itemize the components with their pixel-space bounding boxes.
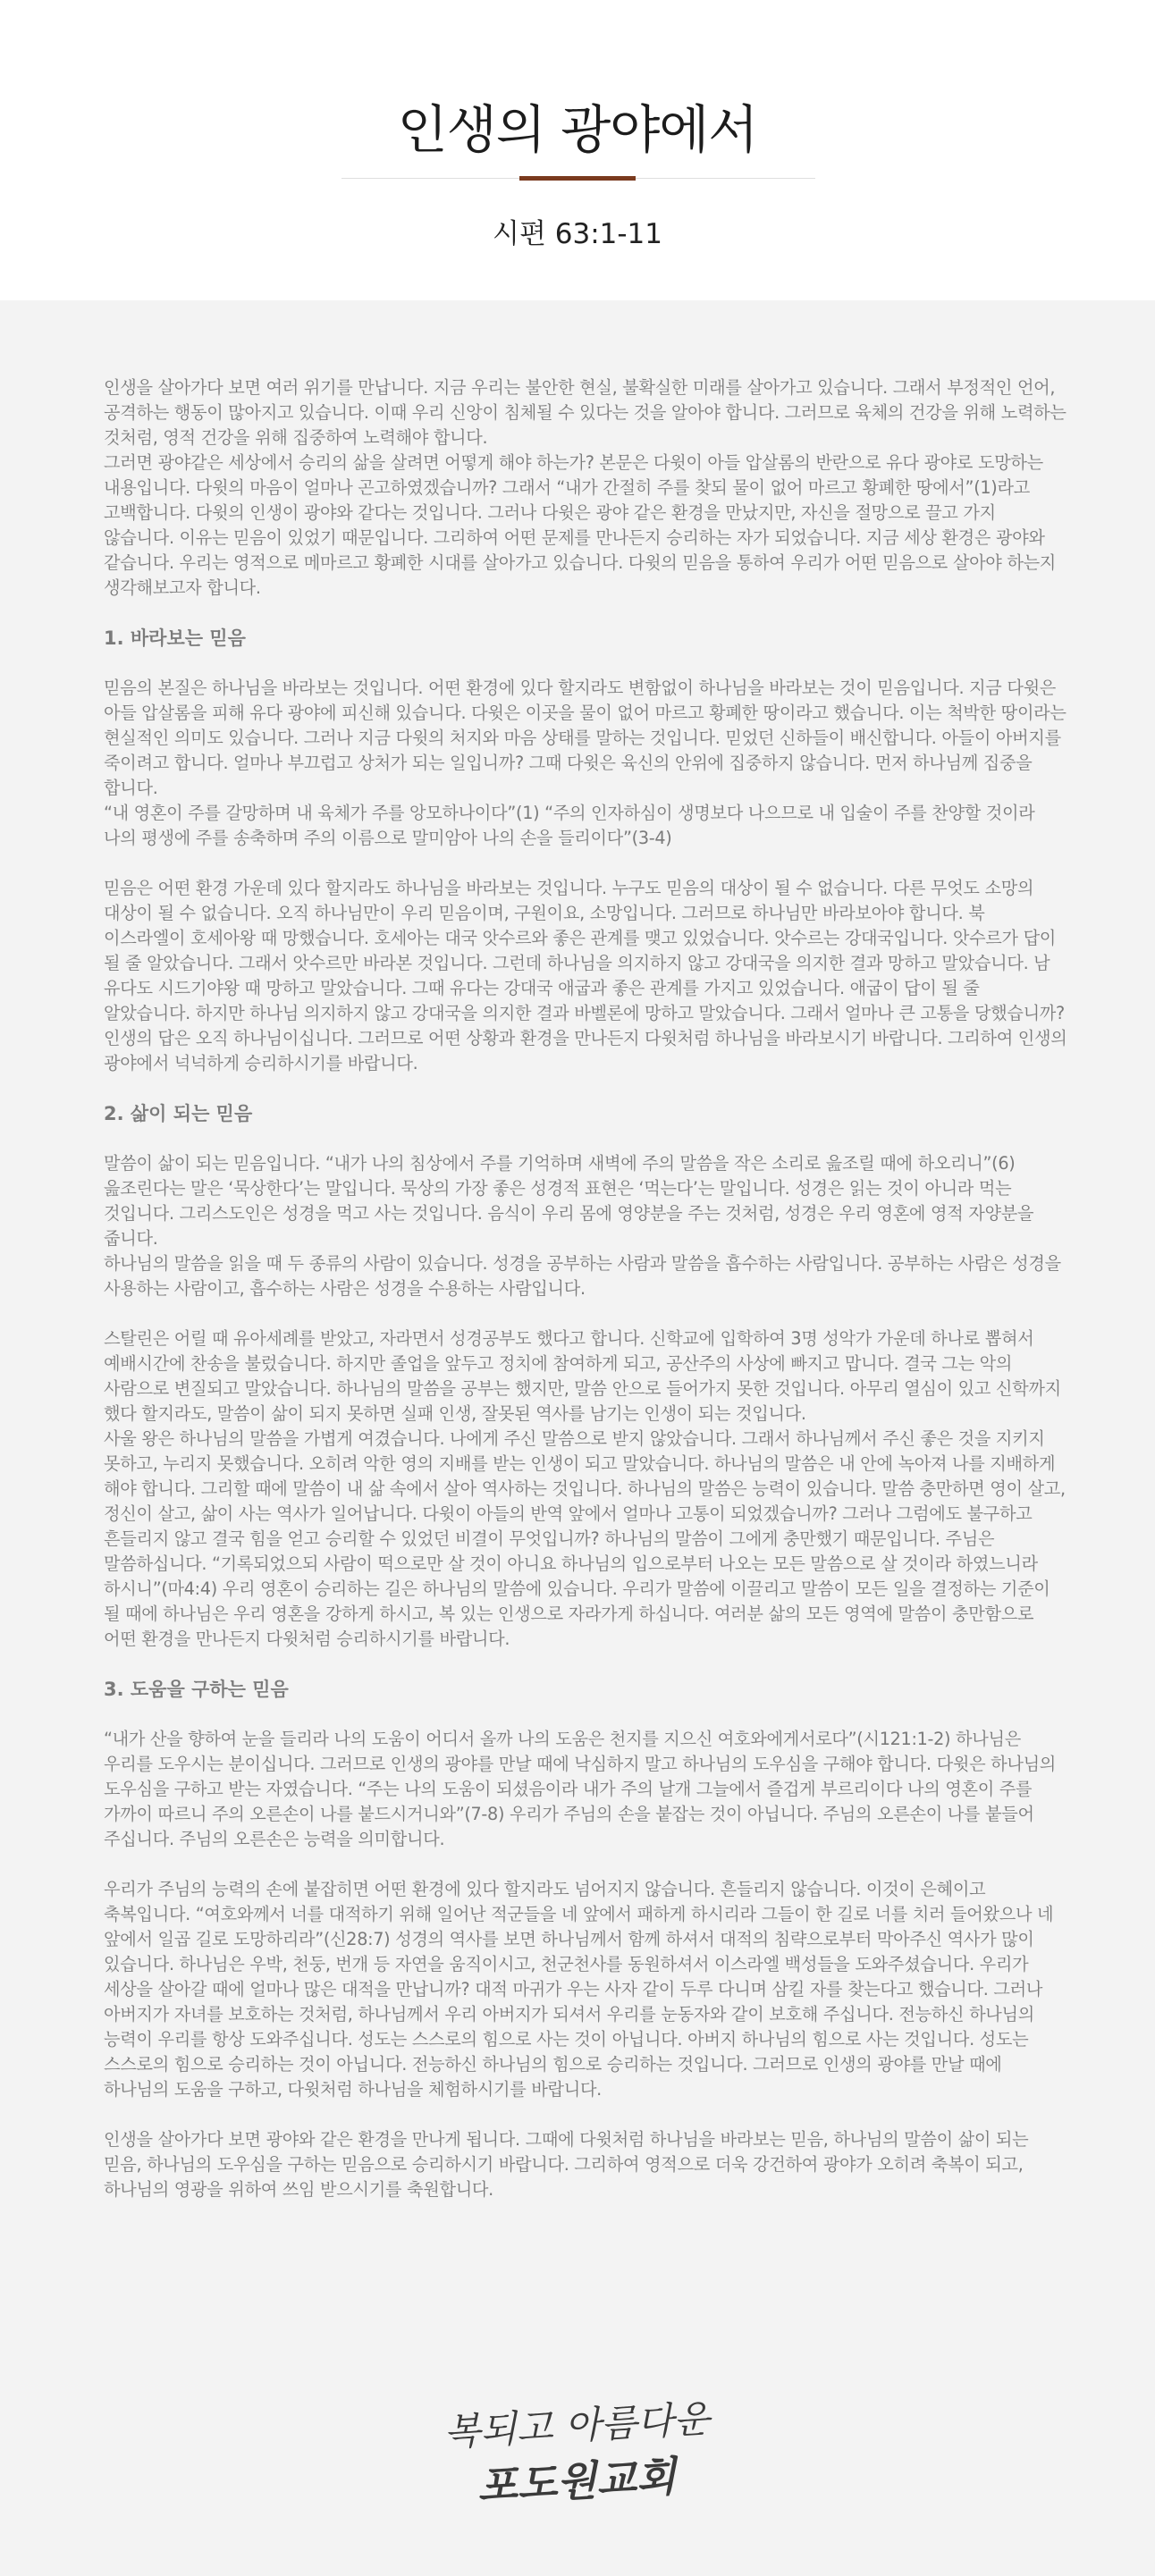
page-title: 인생의 광야에서	[397, 99, 758, 160]
title-accent-bar	[519, 176, 636, 181]
section-paragraph: “내가 산을 향하여 눈을 들리라 나의 도움이 어디서 올까 나의 도움은 천지를 지으신 여호와에게서로다”(시121:1-2) 하나님은 우리를 도우시는 분이십니다. 그러므로 인생의 광야를 만날 때에 낙심하지 말고 하나님의 도우심을 구해야 합니다. 다윗은 하나님의 도우심을 구하고 받는 자였습니다. “주는 나의 도움이 되셨음이라 내가 주의 날개 그늘에서 즐겁게 부르리이다 나의 영혼이 주를 가까이 따르니 주의 오른손이 나를 붙드시거니와”(7-8) 우리가 주님의 손을 붙잡는 것이 아닙니다. 주님의 오른손이 나를 붙들어 주십니다. 주님의 오른손은 능력을 의미합니다.	[104, 1729, 1057, 1849]
scripture-reference: 시편 63:1-11	[493, 218, 662, 250]
logo-line1: 복되고 아름다운	[443, 2396, 711, 2454]
section-paragraph: 말씀이 삶이 되는 믿음입니다. “내가 나의 침상에서 주를 기억하며 새벽에 주의 말씀을 작은 소리로 읊조릴 때에 하오리니”(6) 읊조린다는 말은 ‘묵상한다’는 말입니다. 묵상의 가장 좋은 성경적 표현은 ‘먹는다’는 말입니다. 성경은 읽는 것이 아니라 먹는 것입니다. 그리스도인은 성경을 먹고 사는 것입니다. 음식이 우리 몸에 영양분을 주는 것처럼, 성경은 우리 영혼에 영적 자양분을 줍니다.	[104, 1153, 1034, 1249]
intro-paragraph: 인생을 살아가다 보면 여러 위기를 만납니다. 지금 우리는 불안한 현실, 불확실한 미래를 살아가고 있습니다. 그래서 부정적인 언어, 공격하는 행동이 많아지고 있습니다. 이때 우리 신앙이 침체될 수 있다는 것을 알아야 합니다. 그러므로 육체의 건강을 위해 노력하는 것처럼, 영적 건강을 위해 집중하여 노력해야 합니다.	[104, 377, 1066, 448]
section-paragraph: 믿음은 어떤 환경 가운데 있다 할지라도 하나님을 바라보는 것입니다. 누구도 믿음의 대상이 될 수 없습니다. 다른 무엇도 소망의 대상이 될 수 없습니다. 오직 하나님만이 우리 믿음이며, 구원이요, 소망입니다. 그러므로 하나님만 바라보아야 합니다. 북 이스라엘이 호세아왕 때 망했습니다. 호세아는 대국 앗수르와 좋은 관계를 맺고 있었습니다. 앗수르는 강대국입니다. 앗수르가 답이 될 줄 알았습니다. 그래서 앗수르만 바라본 것입니다. 그런데 하나님을 의지하지 않고 강대국을 의지한 결과 망하고 말았습니다. 남 유다도 시드기야왕 때 망하고 말았습니다. 그때 유다는 강대국 애굽과 좋은 관계를 가지고 있었습니다. 애굽이 답이 될 줄 알았습니다. 하지만 하나님 의지하지 않고 강대국을 의지한 결과 바벨론에 망하고 말았습니다. 그래서 얼마나 큰 고통을 당했습니까? 인생의 답은 오직 하나님이십니다. 그러므로 어떤 상황과 환경을 만나든지 다윗처럼 하나님을 바라보시기 바랍니다. 그리하여 인생의 광야에서 넉넉하게 승리하시기를 바랍니다.	[104, 878, 1067, 1073]
sermon-body	[104, 375, 1069, 2202]
page-header	[0, 0, 1155, 300]
logo-line2: 포도원교회	[476, 2452, 678, 2511]
section-paragraph: 스탈린은 어릴 때 유아세례를 받았고, 자라면서 성경공부도 했다고 합니다. 신학교에 입학하여 3명 성악가 가운데 하나로 뽑혀서 예배시간에 찬송을 불렀습니다. 하지만 졸업을 앞두고 정치에 참여하게 되고, 공산주의 사상에 빠지고 맙니다. 결국 그는 악의 사람으로 변질되고 말았습니다. 하나님의 말씀을 공부는 했지만, 말씀 안으로 들어가지 못한 것입니다. 아무리 열심이 있고 신학까지 했다 할지라도, 말씀이 삶이 되지 못하면 실패 인생, 잘못된 역사를 남기는 인생이 되는 것입니다.	[104, 1328, 1061, 1424]
section-heading: 2. 삶이 되는 믿음	[104, 1103, 253, 1124]
intro-paragraph: 그러면 광야같은 세상에서 승리의 삶을 살려면 어떻게 해야 하는가? 본문은 다윗이 아들 압살롬의 반란으로 유다 광야로 도망하는 내용입니다. 다윗의 마음이 얼마나 곤고하였겠습니까? 그래서 “내가 간절히 주를 찾되 물이 없어 마르고 황폐한 땅에서”(1)라고 고백합니다. 다윗의 인생이 광야와 같다는 것입니다. 그러나 다윗은 광야 같은 환경을 만났지만, 자신을 절망으로 끌고 가지 않습니다. 이유는 믿음이 있었기 때문입니다. 그리하여 어떤 문제를 만나든지 승리하는 자가 되었습니다. 지금 세상 환경은 광야와 같습니다. 우리는 영적으로 메마르고 황폐한 시대를 살아가고 있습니다. 다윗의 믿음을 통하여 우리가 어떤 믿음으로 살아야 하는지 생각해보고자 합니다.	[104, 452, 1057, 598]
section-paragraph: 하나님의 말씀을 읽을 때 두 종류의 사람이 있습니다. 성경을 공부하는 사람과 말씀을 흡수하는 사람입니다. 공부하는 사람은 성경을 사용하는 사람이고, 흡수하는 사람은 성경을 수용하는 사람입니다.	[104, 1253, 1061, 1299]
section-paragraph: “내 영혼이 주를 갈망하며 내 육체가 주를 앙모하나이다”(1) “주의 인자하심이 생명보다 나으므로 내 입술이 주를 찬양할 것이라 나의 평생에 주를 송축하며 주의 이름으로 말미암아 나의 손을 들리이다”(3-4)	[104, 803, 1035, 848]
section-paragraph: 사울 왕은 하나님의 말씀을 가볍게 여겼습니다. 나에게 주신 말씀으로 받지 않았습니다. 그래서 하나님께서 주신 좋은 것을 지키지 못하고, 누리지 못했습니다. 오히려 악한 영의 지배를 받는 인생이 되고 말았습니다. 하나님의 말씀은 내 안에 녹아져 나를 지배하게 해야 합니다. 그리할 때에 말씀이 내 삶 속에서 살아 역사하는 것입니다. 하나님의 말씀은 능력이 있습니다. 말씀 충만하면 영이 살고, 정신이 살고, 삶이 사는 역사가 일어납니다. 다윗이 아들의 반역 앞에서 얼마나 고통이 되었겠습니까? 그러나 그럼에도 불구하고 흔들리지 않고 결국 힘을 얻고 승리할 수 있었던 비결이 무엇입니까? 하나님의 말씀이 그에게 충만했기 때문입니다. 주님은 말씀하십니다. “기록되었으되 사람이 떡으로만 살 것이 아니요 하나님의 입으로부터 나오는 모든 말씀으로 살 것이라 하였느니라 하시니”(마4:4) 우리 영혼이 승리하는 길은 하나님의 말씀에 있습니다. 우리가 말씀에 이끌리고 말씀이 모든 일을 결정하는 기준이 될 때에 하나님은 우리 영혼을 강하게 하시고, 복 있는 인생으로 자라가게 하십니다. 여러분 삶의 모든 영역에 말씀이 충만함으로 어떤 환경을 만나든지 다윗처럼 승리하시기를 바랍니다.	[104, 1428, 1066, 1649]
church-logo	[420, 2387, 735, 2521]
section-heading: 1. 바라보는 믿음	[104, 627, 246, 649]
conclusion-paragraph: 인생을 살아가다 보면 광야와 같은 환경을 만나게 됩니다. 그때에 다윗처럼 하나님을 바라보는 믿음, 하나님의 말씀이 삶이 되는 믿음, 하나님의 도우심을 구하는 믿음으로 승리하시기 바랍니다. 그리하여 영적으로 더욱 강건하여 광야가 오히려 축복이 되고, 하나님의 영광을 위하여 쓰임 받으시기를 축원합니다.	[104, 2129, 1029, 2200]
section-paragraph: 믿음의 본질은 하나님을 바라보는 것입니다. 어떤 환경에 있다 할지라도 변함없이 하나님을 바라보는 것이 믿음입니다. 지금 다윗은 아들 압살롬을 피해 유다 광야에 피신해 있습니다. 다윗은 이곳을 물이 없어 마르고 황폐한 땅이라고 했습니다. 이는 척박한 땅이라는 현실적인 의미도 있습니다. 그러나 지금 다윗의 처지와 마음 상태를 말하는 것입니다. 믿었던 신하들이 배신합니다. 아들이 아버지를 죽이려고 합니다. 얼마나 부끄럽고 상처가 되는 일입니까? 그때 다윗은 육신의 안위에 집중하지 않습니다. 먼저 하나님께 집중을 합니다.	[104, 678, 1066, 798]
section-paragraph: 우리가 주님의 능력의 손에 붙잡히면 어떤 환경에 있다 할지라도 넘어지지 않습니다. 흔들리지 않습니다. 이것이 은혜이고 축복입니다. “여호와께서 너를 대적하기 위해 일어난 적군들을 네 앞에서 패하게 하시리라 그들이 한 길로 너를 치러 들어왔으나 네 앞에서 일곱 길로 도망하리라”(신28:7) 성경의 역사를 보면 하나님께서 함께 하셔서 대적의 침략으로부터 막아주신 역사가 많이 있습니다. 하나님은 우박, 천둥, 번개 등 자연을 움직이시고, 천군천사를 동원하셔서 이스라엘 백성들을 도와주셨습니다. 우리가 세상을 살아갈 때에 얼마나 많은 대적을 만납니까? 대적 마귀가 우는 사자 같이 두루 다니며 삼킬 자를 찾는다고 했습니다. 그러나 아버지가 자녀를 보호하는 것처럼, 하나님께서 우리 아버지가 되셔서 우리를 눈동자와 같이 보호해 주십니다. 전능하신 하나님의 능력이 우리를 항상 도와주십니다. 성도는 스스로의 힘으로 사는 것이 아닙니다. 아버지 하나님의 힘으로 사는 것입니다. 성도는 스스로의 힘으로 승리하는 것이 아닙니다. 전능하신 하나님의 힘으로 승리하는 것입니다. 그러므로 인생의 광야를 만날 때에 하나님의 도움을 구하고, 다윗처럼 하나님을 체험하시기를 바랍니다.	[104, 1879, 1054, 2100]
section-heading: 3. 도움을 구하는 믿음	[104, 1679, 289, 1700]
